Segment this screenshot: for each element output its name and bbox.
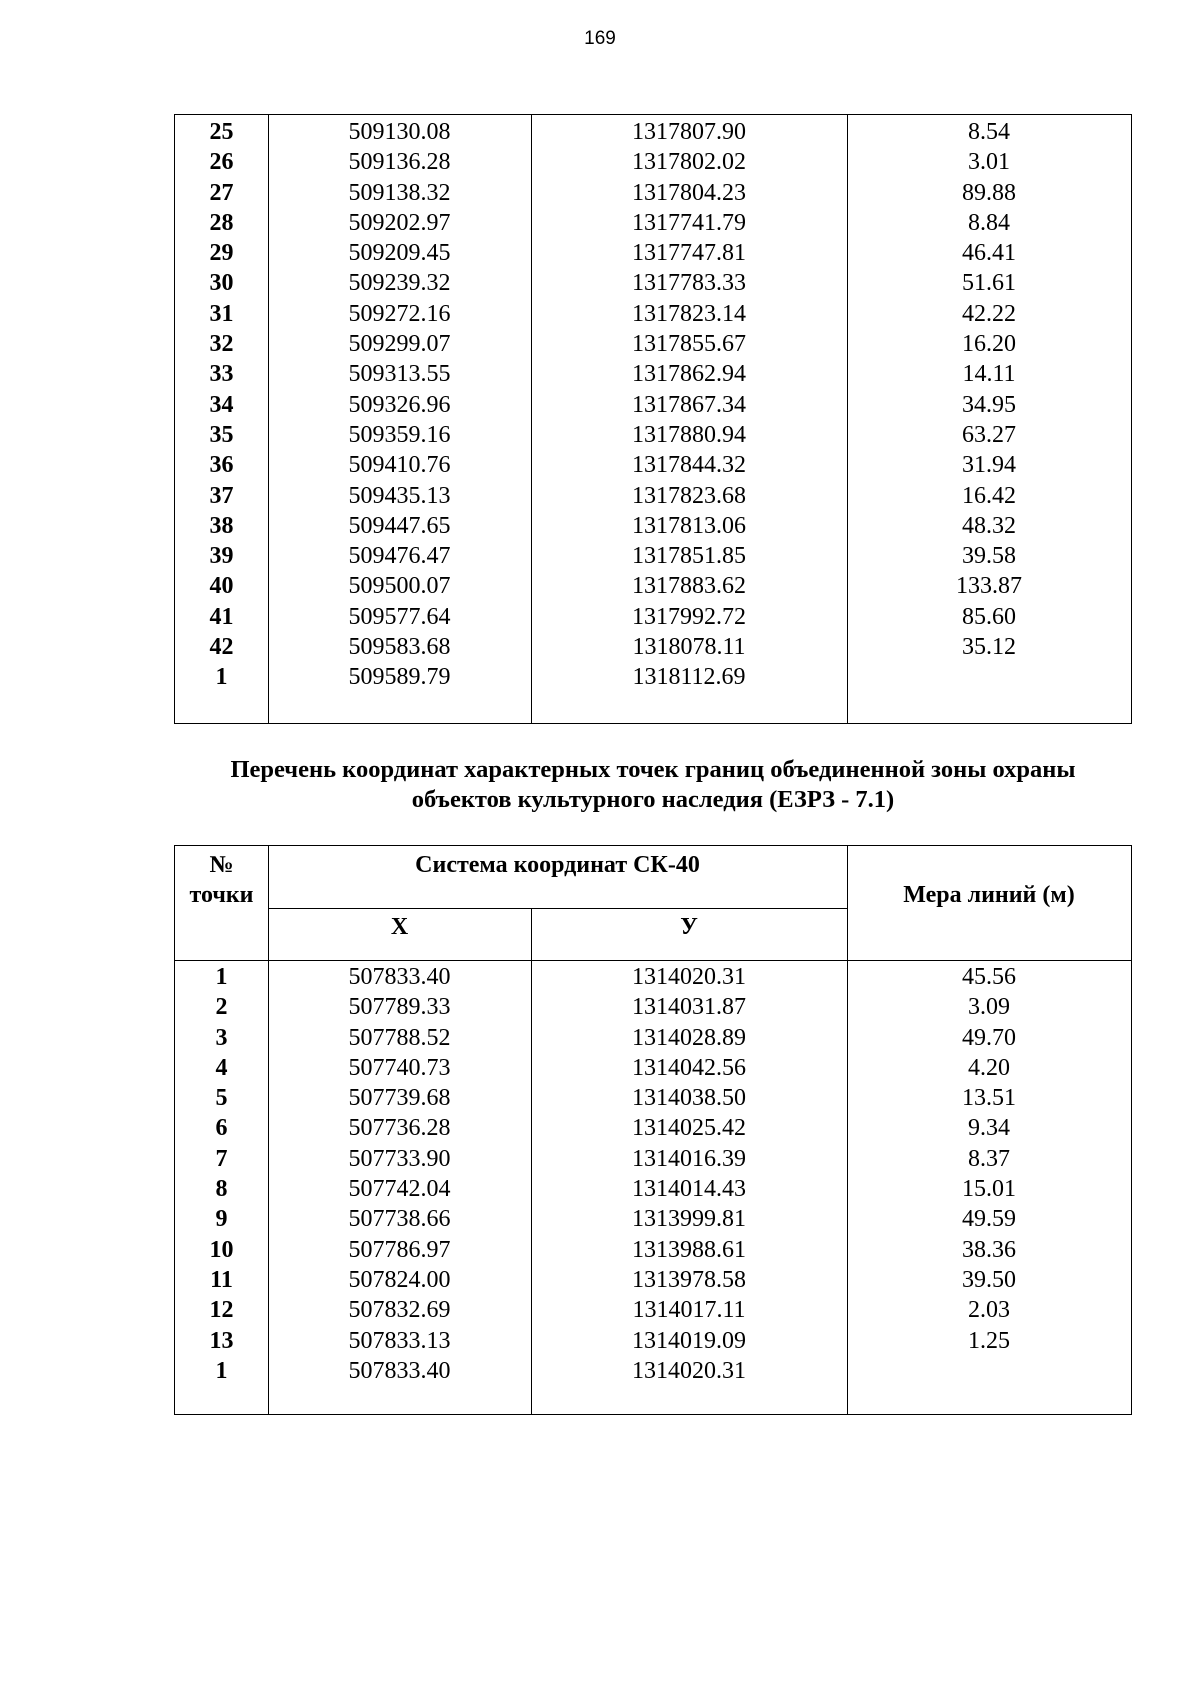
table-row	[175, 632, 1131, 662]
point-number-cell: 8	[215, 1176, 228, 1203]
continuation-table-body	[175, 117, 1131, 693]
point-number-cell: 6	[215, 1115, 228, 1142]
y-coordinate-cell: 1317807.90	[632, 119, 746, 145]
line-length-cell: 13.51	[962, 1085, 1016, 1112]
y-coordinate-cell: 1314017.11	[632, 1297, 746, 1324]
table-row	[175, 962, 1131, 992]
point-number-cell: 33	[209, 361, 234, 388]
y-coordinate-cell: 1314020.31	[632, 964, 746, 990]
line-length-cell: 31.94	[962, 452, 1016, 479]
table-row	[175, 571, 1131, 601]
table-row	[175, 1356, 1131, 1386]
y-coordinate-cell: 1317992.72	[632, 603, 746, 630]
point-number-cell: 10	[209, 1236, 234, 1263]
x-coordinate-cell: 509313.55	[348, 361, 451, 388]
x-coordinate-cell: 509476.47	[348, 543, 451, 570]
point-number-cell: 29	[209, 240, 234, 267]
point-number-cell: 28	[209, 209, 234, 236]
point-number-cell: 1	[215, 664, 228, 691]
point-number-cell: 1	[215, 1357, 228, 1384]
point-number-cell: 25	[209, 119, 234, 145]
x-coordinate-cell: 507789.33	[348, 994, 451, 1021]
x-coordinate-cell: 507833.40	[348, 1357, 451, 1384]
y-coordinate-cell: 1317867.34	[632, 391, 746, 418]
table-row	[175, 511, 1131, 541]
line-length-cell: 35.12	[962, 634, 1016, 661]
line-length-cell: 89.88	[962, 179, 1016, 206]
point-number-cell: 32	[209, 331, 234, 358]
line-length-cell: 16.20	[962, 331, 1016, 358]
point-number-cell: 1	[215, 964, 228, 990]
point-number-cell: 7	[215, 1145, 228, 1172]
line-length-cell	[847, 1356, 1131, 1386]
x-coordinate-cell: 509583.68	[348, 634, 451, 661]
x-coordinate-cell: 509202.97	[348, 209, 451, 236]
x-coordinate-cell: 509299.07	[348, 331, 451, 358]
header-divider	[268, 908, 847, 909]
table-row	[175, 1144, 1131, 1174]
x-coordinate-cell: 507824.00	[348, 1266, 451, 1293]
point-number-cell: 4	[215, 1054, 228, 1081]
y-coordinate-cell: 1314020.31	[632, 1357, 746, 1384]
header-coordinate-system: Система координат СК-40	[415, 852, 700, 878]
line-length-cell: 39.50	[962, 1266, 1016, 1293]
coordinates-table	[174, 845, 1132, 1415]
y-coordinate-cell: 1317844.32	[632, 452, 746, 479]
section-heading	[174, 755, 1132, 815]
x-coordinate-cell: 509239.32	[348, 270, 451, 297]
x-coordinate-cell: 509326.96	[348, 391, 451, 418]
table-row	[175, 117, 1131, 147]
y-coordinate-cell: 1317802.02	[632, 149, 746, 176]
table-row	[175, 1265, 1131, 1295]
x-coordinate-cell: 509209.45	[348, 240, 451, 267]
x-coordinate-cell: 507738.66	[348, 1206, 451, 1233]
x-coordinate-cell: 509435.13	[348, 482, 451, 509]
y-coordinate-cell: 1317804.23	[632, 179, 746, 206]
table-row	[175, 238, 1131, 268]
line-length-cell: 8.84	[968, 209, 1010, 236]
point-number-cell: 34	[209, 391, 234, 418]
continuation-coordinates-table	[174, 114, 1132, 724]
table-row	[175, 268, 1131, 298]
x-coordinate-cell: 507833.40	[348, 964, 451, 990]
x-coordinate-cell: 509359.16	[348, 421, 451, 448]
table-row	[175, 1053, 1131, 1083]
line-length-cell: 42.22	[962, 300, 1016, 327]
y-coordinate-cell: 1317823.14	[632, 300, 746, 327]
line-length-cell: 133.87	[956, 573, 1022, 600]
x-coordinate-cell: 509130.08	[348, 119, 451, 145]
y-coordinate-cell: 1314028.89	[632, 1024, 746, 1051]
y-coordinate-cell: 1317823.68	[632, 482, 746, 509]
table-row	[175, 178, 1131, 208]
table-row	[175, 147, 1131, 177]
y-coordinate-cell: 1314016.39	[632, 1145, 746, 1172]
line-length-cell: 45.56	[962, 964, 1016, 990]
table-row	[175, 481, 1131, 511]
y-coordinate-cell: 1314019.09	[632, 1327, 746, 1354]
point-number-cell: 9	[215, 1206, 228, 1233]
x-coordinate-cell: 507786.97	[348, 1236, 451, 1263]
x-coordinate-cell: 507740.73	[348, 1054, 451, 1081]
y-coordinate-cell: 1314038.50	[632, 1085, 746, 1112]
line-length-cell: 39.58	[962, 543, 1016, 570]
header-line-measure: Мера линий (м)	[903, 882, 1075, 908]
table-row	[175, 1204, 1131, 1234]
line-length-cell: 48.32	[962, 512, 1016, 539]
point-number-cell: 37	[209, 482, 234, 509]
line-length-cell: 15.01	[962, 1176, 1016, 1203]
y-coordinate-cell: 1317855.67	[632, 331, 746, 358]
x-coordinate-cell: 507733.90	[348, 1145, 451, 1172]
point-number-cell: 26	[209, 149, 234, 176]
line-length-cell: 49.70	[962, 1024, 1016, 1051]
table-row	[175, 541, 1131, 571]
header-point-number-symbol: №	[209, 852, 234, 878]
line-length-cell: 8.54	[968, 119, 1010, 145]
line-length-cell: 14.11	[962, 361, 1016, 388]
y-coordinate-cell: 1318112.69	[632, 664, 746, 691]
line-length-cell: 8.37	[968, 1145, 1010, 1172]
line-length-cell: 38.36	[962, 1236, 1016, 1263]
x-coordinate-cell: 509447.65	[348, 512, 451, 539]
table-row	[175, 1113, 1131, 1143]
line-length-cell: 51.61	[962, 270, 1016, 297]
point-number-cell: 39	[209, 543, 234, 570]
y-coordinate-cell: 1317862.94	[632, 361, 746, 388]
table-row	[175, 390, 1131, 420]
y-coordinate-cell: 1317851.85	[632, 543, 746, 570]
table-row	[175, 1083, 1131, 1113]
x-coordinate-cell: 509138.32	[348, 179, 451, 206]
point-number-cell: 12	[209, 1297, 234, 1324]
table-row	[175, 1174, 1131, 1204]
y-coordinate-cell: 1314031.87	[632, 994, 746, 1021]
point-number-cell: 36	[209, 452, 234, 479]
x-coordinate-cell: 509410.76	[348, 452, 451, 479]
x-coordinate-cell: 509272.16	[348, 300, 451, 327]
point-number-cell: 5	[215, 1085, 228, 1112]
table-row	[175, 662, 1131, 692]
page-number: 169	[584, 28, 616, 49]
x-coordinate-cell: 509500.07	[348, 573, 451, 600]
y-coordinate-cell: 1317880.94	[632, 421, 746, 448]
point-number-cell: 3	[215, 1024, 228, 1051]
y-coordinate-cell: 1313978.58	[632, 1266, 746, 1293]
point-number-cell: 2	[215, 994, 228, 1021]
table-row	[175, 1295, 1131, 1325]
y-coordinate-cell: 1313999.81	[632, 1206, 746, 1233]
table-row	[175, 602, 1131, 632]
y-coordinate-cell: 1317783.33	[632, 270, 746, 297]
y-coordinate-cell: 1317747.81	[632, 240, 746, 267]
point-number-cell: 42	[209, 634, 234, 661]
y-coordinate-cell: 1317741.79	[632, 209, 746, 236]
line-length-cell: 3.01	[968, 149, 1010, 176]
line-length-cell: 2.03	[968, 1297, 1010, 1324]
y-coordinate-cell: 1314025.42	[632, 1115, 746, 1142]
line-length-cell: 63.27	[962, 421, 1016, 448]
x-coordinate-cell: 507788.52	[348, 1024, 451, 1051]
line-length-cell: 3.09	[968, 994, 1010, 1021]
line-length-cell: 49.59	[962, 1206, 1016, 1233]
x-coordinate-cell: 507736.28	[348, 1115, 451, 1142]
table-row	[175, 1023, 1131, 1053]
point-number-cell: 30	[209, 270, 234, 297]
line-length-cell: 16.42	[962, 482, 1016, 509]
point-number-cell: 11	[210, 1266, 233, 1293]
x-coordinate-cell: 509577.64	[348, 603, 451, 630]
table-row	[175, 1326, 1131, 1356]
y-coordinate-cell: 1314042.56	[632, 1054, 746, 1081]
x-coordinate-cell: 507833.13	[348, 1327, 451, 1354]
header-bottom-border	[175, 960, 1131, 961]
section-heading-line-2: объектов культурного наследия (ЕЗРЗ - 7.1)	[411, 786, 895, 813]
table-row	[175, 359, 1131, 389]
x-coordinate-cell: 507742.04	[348, 1176, 451, 1203]
line-length-cell: 85.60	[962, 603, 1016, 630]
point-number-cell: 40	[209, 573, 234, 600]
line-length-cell: 1.25	[968, 1327, 1010, 1354]
point-number-cell: 35	[209, 421, 234, 448]
section-heading-line-1: Перечень координат характерных точек границ объединенной зоны охраны	[230, 756, 1076, 783]
y-coordinate-cell: 1317883.62	[632, 573, 746, 600]
table-row	[175, 299, 1131, 329]
point-number-cell: 38	[209, 512, 234, 539]
point-number-cell: 41	[209, 603, 234, 630]
x-coordinate-cell: 509589.79	[348, 664, 451, 691]
y-coordinate-cell: 1318078.11	[632, 634, 746, 661]
point-number-cell: 31	[209, 300, 234, 327]
table-row	[175, 992, 1131, 1022]
x-coordinate-cell: 507832.69	[348, 1297, 451, 1324]
y-coordinate-cell: 1317813.06	[632, 512, 746, 539]
table-row	[175, 450, 1131, 480]
line-length-cell: 9.34	[968, 1115, 1010, 1142]
y-coordinate-cell: 1313988.61	[632, 1236, 746, 1263]
line-length-cell	[847, 662, 1131, 692]
header-y: У	[680, 914, 698, 940]
point-number-cell: 13	[209, 1327, 234, 1354]
table-row	[175, 329, 1131, 359]
x-coordinate-cell: 507739.68	[348, 1085, 451, 1112]
table-row	[175, 420, 1131, 450]
header-point-number-label: точки	[189, 882, 254, 908]
header-point-number	[175, 850, 268, 910]
line-length-cell: 46.41	[962, 240, 1016, 267]
table-row	[175, 1235, 1131, 1265]
y-coordinate-cell: 1314014.43	[632, 1176, 746, 1203]
point-number-cell: 27	[209, 179, 234, 206]
x-coordinate-cell: 509136.28	[348, 149, 451, 176]
line-length-cell: 34.95	[962, 391, 1016, 418]
table-row	[175, 208, 1131, 238]
coordinates-table-body	[175, 962, 1131, 1386]
header-x: X	[390, 914, 409, 940]
line-length-cell: 4.20	[968, 1054, 1010, 1081]
